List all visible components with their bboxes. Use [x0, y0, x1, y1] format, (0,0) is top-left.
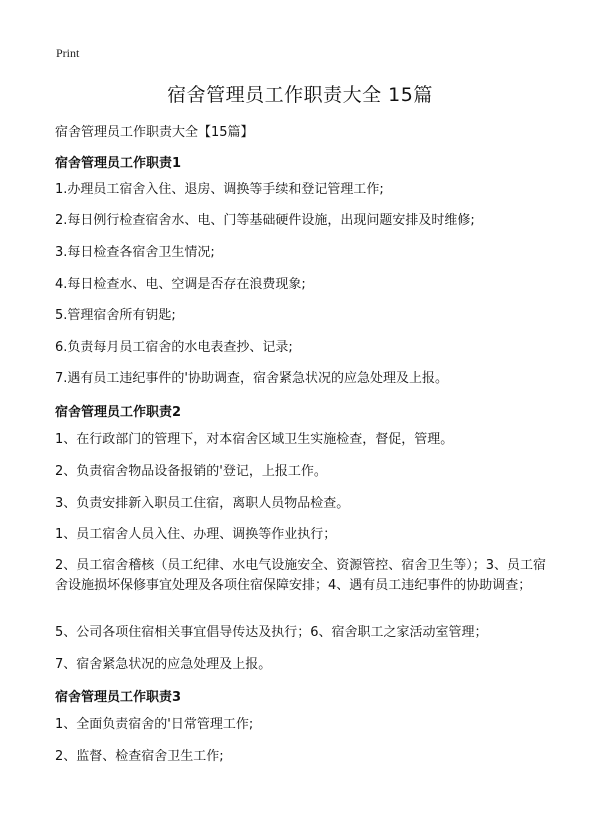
list-item: 1.办理员工宿舍入住、退房、调换等手续和登记管理工作; — [55, 182, 384, 197]
page-title: 宿舍管理员工作职责大全 15篇 — [167, 84, 433, 106]
list-item: 3.每日检查各宿舍卫生情况; — [55, 245, 215, 260]
list-item: 4.每日检查水、电、空调是否存在浪费现象; — [55, 277, 306, 292]
section-heading-3: 宿舍管理员工作职责3 — [55, 690, 182, 705]
list-item: 5、公司各项住宿相关事宜倡导传达及执行；6、宿舍职工之家活动室管理； — [55, 625, 488, 640]
section-heading-1: 宿舍管理员工作职责1 — [55, 156, 182, 171]
list-item: 1、全面负责宿舍的'日常管理工作; — [55, 717, 254, 732]
list-item: 2、员工宿舍稽核（员工纪律、水电气设施安全、资源管控、宿舍卫生等）；3、员工宿舍设施损坏保修事宜处理及各项住宿保障安排；4、遇有员工违纪事件的协助调查； — [55, 558, 547, 593]
list-item: 2、负责宿舍物品设备报销的'登记，上报工作。 — [55, 464, 327, 479]
list-item: 7、宿舍紧急状况的应急处理及上报。 — [55, 657, 272, 672]
list-item: 6.负责每月员工宿舍的水电表查抄、记录; — [55, 340, 293, 355]
print-label: Print — [56, 46, 80, 60]
list-item: 3、负责安排新入职员工住宿，离职人员物品检查。 — [55, 496, 350, 511]
list-item: 2、监督、检查宿舍卫生工作; — [55, 749, 224, 764]
list-item: 2.每日例行检查宿舍水、电、门等基础硬件设施，出现问题安排及时维修; — [55, 213, 475, 228]
list-item: 5.管理宿舍所有钥匙; — [55, 308, 176, 323]
list-item: 1、在行政部门的管理下，对本宿舍区域卫生实施检查，督促，管理。 — [55, 432, 454, 447]
list-item: 7.遇有员工违纪事件的'协助调查，宿舍紧急状况的应急处理及上报。 — [55, 371, 448, 386]
document-subtitle: 宿舍管理员工作职责大全【15篇】 — [55, 125, 254, 140]
section-heading-2: 宿舍管理员工作职责2 — [55, 405, 182, 420]
list-item: 1、员工宿舍人员入住、办理、调换等作业执行； — [55, 527, 337, 542]
